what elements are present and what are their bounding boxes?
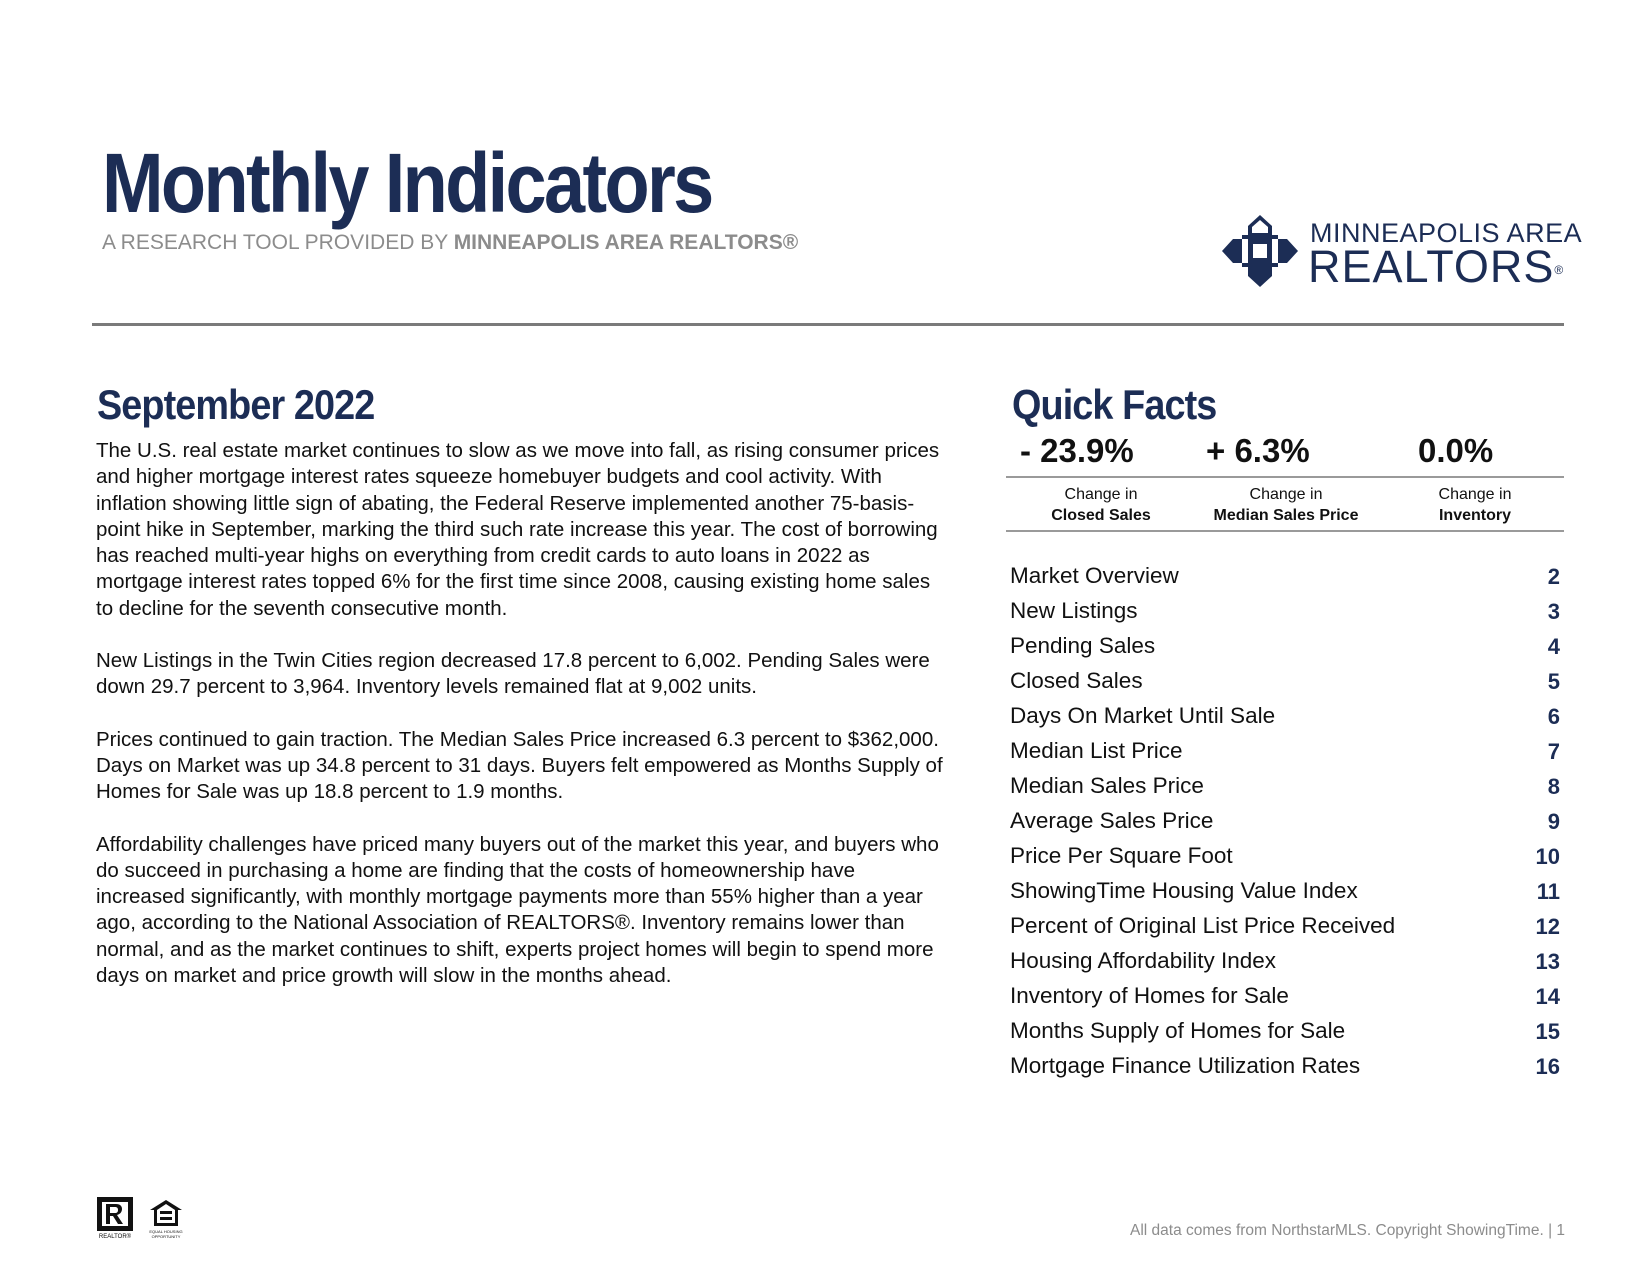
toc-label: Market Overview xyxy=(1010,563,1179,588)
toc-item[interactable] xyxy=(1010,911,1560,946)
realtor-r-icon xyxy=(96,1196,136,1240)
logo-text-bottom xyxy=(1308,241,1564,292)
quick-facts-labels xyxy=(1006,484,1564,528)
svg-text:OPPORTUNITY: OPPORTUNITY xyxy=(151,1234,181,1239)
toc-label: Inventory of Homes for Sale xyxy=(1010,983,1289,1008)
svg-text:EQUAL HOUSING: EQUAL HOUSING xyxy=(149,1229,183,1234)
toc-label: Months Supply of Homes for Sale xyxy=(1010,1018,1346,1043)
page-subtitle xyxy=(102,231,798,255)
toc-page: 11 xyxy=(1536,879,1560,904)
toc-label: New Listings xyxy=(1010,598,1138,623)
toc-page: 6 xyxy=(1547,704,1560,729)
closed-sales-label xyxy=(1006,484,1196,526)
toc-item[interactable] xyxy=(1010,1051,1560,1086)
toc-item[interactable] xyxy=(1010,876,1560,911)
inventory-change: 0.0% xyxy=(1418,432,1494,469)
logo-text-top: MINNEAPOLIS AREA xyxy=(1310,218,1583,248)
quick-facts-heading: Quick Facts xyxy=(1012,381,1217,428)
toc-item[interactable] xyxy=(1010,1016,1560,1051)
footer-logos xyxy=(96,1196,196,1240)
quick-facts-values xyxy=(1006,432,1564,476)
table-of-contents xyxy=(1010,561,1560,1086)
toc-item[interactable] xyxy=(1010,771,1560,806)
toc-label: Pending Sales xyxy=(1010,633,1156,658)
toc-page: 3 xyxy=(1547,599,1560,624)
label-line-1: Change in xyxy=(1438,486,1512,503)
label-line-2: Closed Sales xyxy=(1051,507,1151,524)
summary-paragraph: The U.S. real estate market continues to slow as we move into fall, as rising consumer prices and higher mortgage interest rates squeeze homebuyer budgets and cool activity. With inflation showing little sign of abating, the Federal Reserve implemented another 75-basis-point hike in September, marking the third such rate increase this year. The cost of borrowing has reached multi-year highs on everything from credit cards to auto loans in 2022 as mortgage interest rates topped 6% for the first time since 2008, causing existing home sales to decline for the seventh consecutive month. xyxy=(96,439,940,620)
quick-facts-divider-top xyxy=(1006,476,1564,478)
summary-text xyxy=(96,438,946,1015)
equal-housing-icon xyxy=(148,1196,188,1240)
realtors-logo xyxy=(1222,215,1583,292)
logo-reg-mark: ® xyxy=(1554,263,1564,277)
median-price-label xyxy=(1191,484,1381,526)
toc-label: Percent of Original List Price Received xyxy=(1010,913,1396,938)
toc-label: Days On Market Until Sale xyxy=(1010,703,1276,728)
toc-page: 2 xyxy=(1547,564,1560,589)
inventory-label xyxy=(1380,484,1570,526)
summary-paragraph: Affordability challenges have priced many buyers out of the market this year, and buyers who do succeed in purchasing a home are finding that the costs of homeownership have increased significantly, with monthly mortgage payments more than 55% higher than a year ago, according to the National Association of REALTORS®. Inventory remains lower than normal, and as the market continues to shift, experts project homes will begin to spend more days on market and price growth will slow in the months ahead. xyxy=(96,832,939,988)
summary-paragraph: New Listings in the Twin Cities region decreased 17.8 percent to 6,002. Pending Sales were down 29.7 percent to 3,964. Inventory levels remained flat at 9,002 units. xyxy=(96,649,930,699)
toc-page: 4 xyxy=(1547,634,1560,659)
toc-item[interactable] xyxy=(1010,666,1560,701)
toc-item[interactable] xyxy=(1010,981,1560,1016)
report-month-heading: September 2022 xyxy=(97,381,375,428)
toc-page: 8 xyxy=(1547,774,1560,799)
header-divider xyxy=(92,323,1564,326)
logo-word: REALTORS xyxy=(1308,241,1555,292)
toc-label: ShowingTime Housing Value Index xyxy=(1010,878,1358,903)
toc-label: Closed Sales xyxy=(1010,668,1143,693)
toc-item[interactable] xyxy=(1010,841,1560,876)
toc-page: 10 xyxy=(1535,844,1560,869)
label-line-1: Change in xyxy=(1249,486,1323,503)
median-price-change: + 6.3% xyxy=(1206,432,1310,469)
toc-page: 7 xyxy=(1547,739,1560,764)
toc-page: 5 xyxy=(1547,669,1560,694)
toc-item[interactable] xyxy=(1010,806,1560,841)
page-title: Monthly Indicators xyxy=(102,136,712,230)
toc-item[interactable] xyxy=(1010,596,1560,631)
toc-label: Median Sales Price xyxy=(1010,773,1204,798)
footer-note: All data comes from NorthstarMLS. Copyright ShowingTime. | 1 xyxy=(1130,1222,1566,1239)
label-line-2: Inventory xyxy=(1438,507,1511,524)
toc-item[interactable] xyxy=(1010,736,1560,771)
toc-label: Average Sales Price xyxy=(1010,808,1214,833)
closed-sales-change: - 23.9% xyxy=(1020,432,1134,469)
toc-item[interactable] xyxy=(1010,561,1560,596)
svg-text:REALTOR®: REALTOR® xyxy=(98,1234,132,1240)
toc-page: 13 xyxy=(1535,949,1560,974)
toc-label: Median List Price xyxy=(1010,738,1183,763)
toc-item[interactable] xyxy=(1010,631,1560,666)
subtitle-org: MINNEAPOLIS AREA REALTORS® xyxy=(453,231,799,254)
toc-item[interactable] xyxy=(1010,701,1560,736)
subtitle-prefix: A RESEARCH TOOL PROVIDED BY xyxy=(102,231,448,254)
toc-item[interactable] xyxy=(1010,946,1560,981)
summary-paragraph: Prices continued to gain traction. The Median Sales Price increased 6.3 percent to $362,000. Days on Market was up 34.8 percent to 31 days. Buyers felt empowered as Months Supply of Homes for Sale was up 18.8 percent to 1.9 months. xyxy=(96,727,943,804)
toc-label: Mortgage Finance Utilization Rates xyxy=(1010,1053,1361,1078)
toc-label: Price Per Square Foot xyxy=(1010,843,1233,868)
toc-page: 14 xyxy=(1535,984,1560,1009)
label-line-1: Change in xyxy=(1064,486,1138,503)
toc-label: Housing Affordability Index xyxy=(1010,948,1277,973)
toc-page: 15 xyxy=(1535,1019,1560,1044)
realtors-cross-icon xyxy=(1222,215,1298,287)
quick-facts-divider-bottom xyxy=(1006,530,1564,532)
toc-page: 12 xyxy=(1535,914,1560,939)
label-line-2: Median Sales Price xyxy=(1213,507,1359,524)
toc-page: 9 xyxy=(1547,809,1560,834)
toc-page: 16 xyxy=(1535,1054,1560,1079)
